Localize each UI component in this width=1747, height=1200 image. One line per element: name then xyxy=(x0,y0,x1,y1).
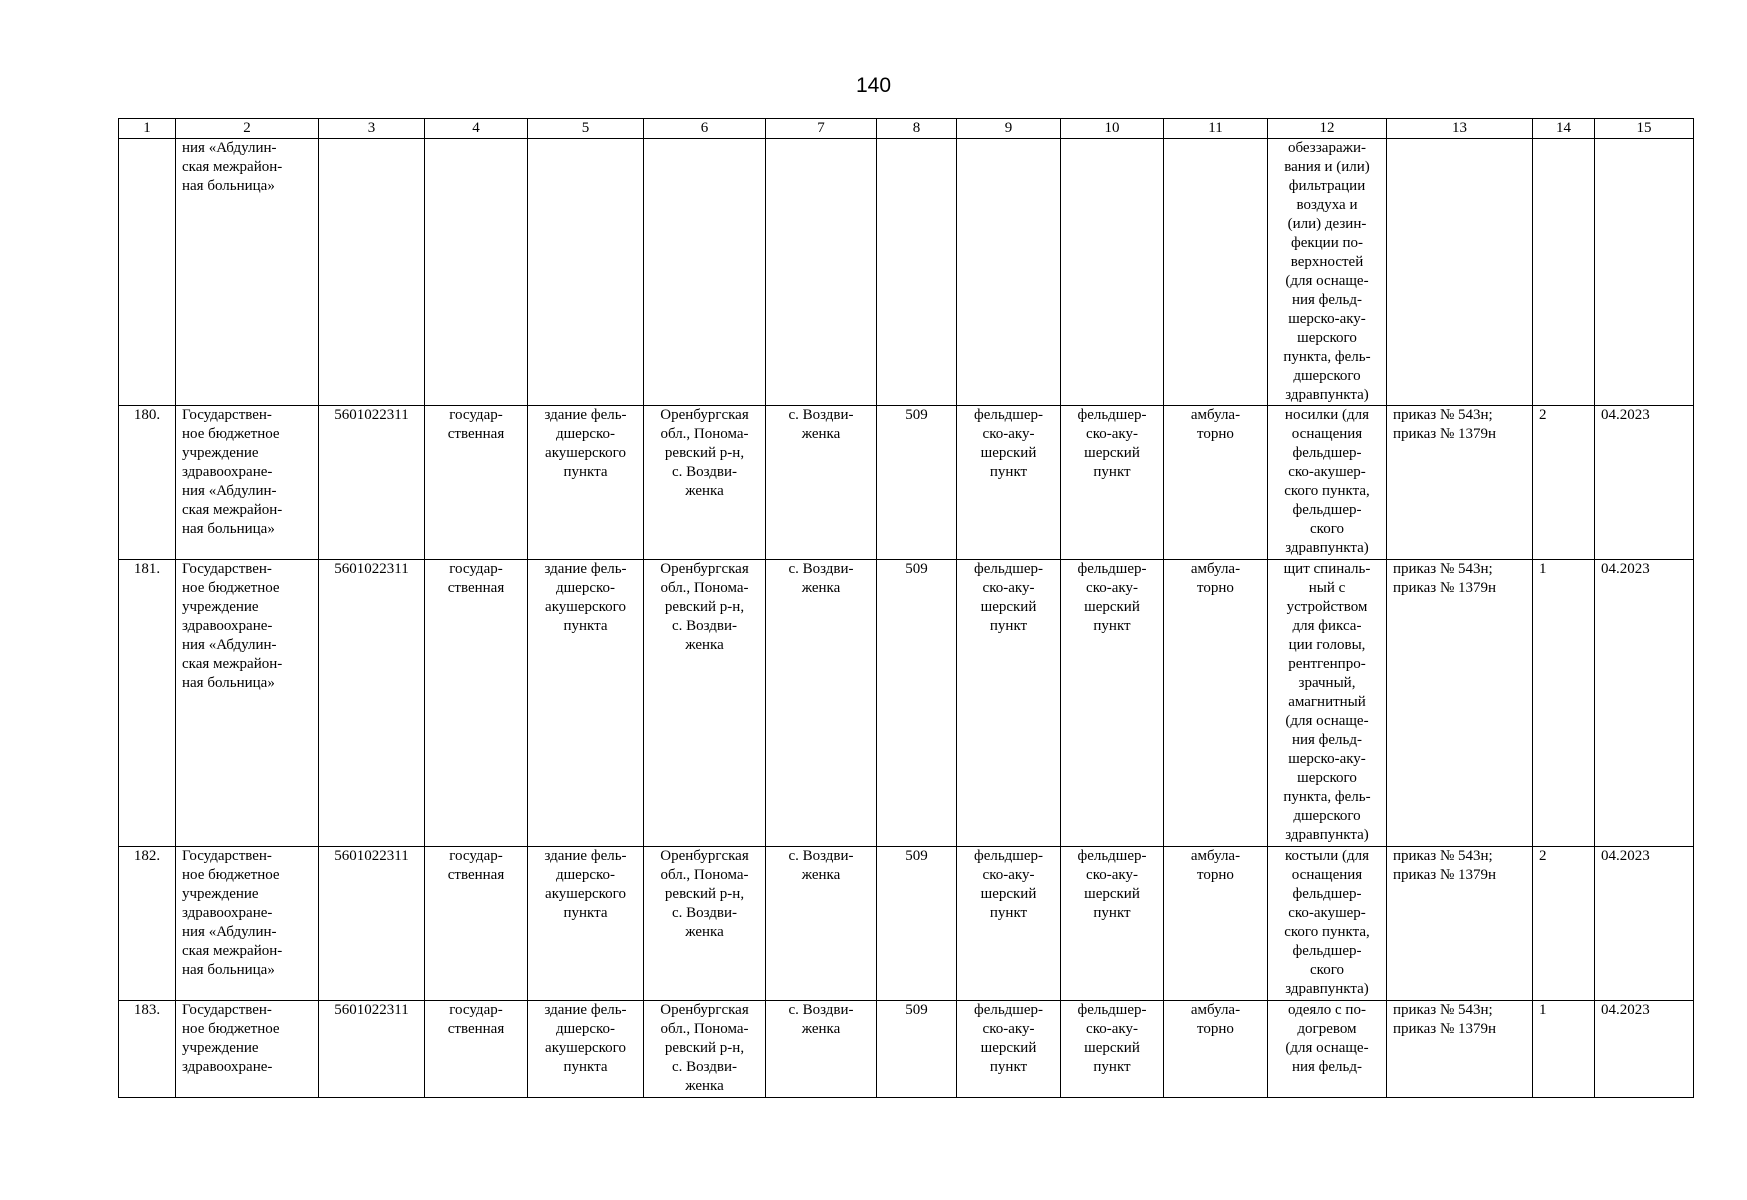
registry-table xyxy=(118,118,1694,1098)
table-row xyxy=(119,139,1694,406)
table-row xyxy=(119,560,1694,847)
column-header: 1 xyxy=(119,119,176,139)
care-condition-cell: амбула- торно xyxy=(1164,560,1268,847)
code-cell xyxy=(877,139,957,406)
address-cell: Оренбургская обл., Понома- ревский р-н, с. Воздви- женка xyxy=(644,1001,766,1098)
column-header: 14 xyxy=(1533,119,1595,139)
column-header: 13 xyxy=(1387,119,1533,139)
locality-cell: с. Воздви- женка xyxy=(766,560,877,847)
order-cell: приказ № 543н; приказ № 1379н xyxy=(1387,560,1533,847)
column-header: 7 xyxy=(766,119,877,139)
code-cell: 509 xyxy=(877,1001,957,1098)
code-cell: 509 xyxy=(877,847,957,1001)
code-cell: 509 xyxy=(877,560,957,847)
facility-type2-cell: фельдшер- ско-аку- шерский пункт xyxy=(1061,1001,1164,1098)
column-header: 4 xyxy=(425,119,528,139)
facility-type-cell: фельдшер- ско-аку- шерский пункт xyxy=(957,560,1061,847)
care-condition-cell: амбула- торно xyxy=(1164,1001,1268,1098)
organization-cell: ния «Абдулин- ская межрайон- ная больница» xyxy=(176,139,319,406)
facility-type-cell: фельдшер- ско-аку- шерский пункт xyxy=(957,1001,1061,1098)
inn-cell: 5601022311 xyxy=(319,847,425,1001)
date-cell: 04.2023 xyxy=(1595,406,1694,560)
organization-cell: Государствен- ное бюджетное учреждение здравоохране- xyxy=(176,1001,319,1098)
column-header: 15 xyxy=(1595,119,1694,139)
ownership-cell: государ- ственная xyxy=(425,847,528,1001)
facility-type-cell xyxy=(957,139,1061,406)
row-number: 180. xyxy=(119,406,176,560)
quantity-cell: 2 xyxy=(1533,406,1595,560)
quantity-cell: 1 xyxy=(1533,560,1595,847)
inn-cell: 5601022311 xyxy=(319,406,425,560)
ownership-cell: государ- ственная xyxy=(425,560,528,847)
row-number: 183. xyxy=(119,1001,176,1098)
table-header-row xyxy=(119,119,1694,139)
date-cell: 04.2023 xyxy=(1595,560,1694,847)
row-number: 181. xyxy=(119,560,176,847)
locality-cell: с. Воздви- женка xyxy=(766,406,877,560)
date-cell xyxy=(1595,139,1694,406)
column-header: 11 xyxy=(1164,119,1268,139)
facility-type-cell: фельдшер- ско-аку- шерский пункт xyxy=(957,847,1061,1001)
column-header: 2 xyxy=(176,119,319,139)
column-header: 8 xyxy=(877,119,957,139)
care-condition-cell: амбула- торно xyxy=(1164,406,1268,560)
order-cell xyxy=(1387,139,1533,406)
column-header: 6 xyxy=(644,119,766,139)
table-row xyxy=(119,406,1694,560)
care-condition-cell: амбула- торно xyxy=(1164,847,1268,1001)
inn-cell: 5601022311 xyxy=(319,560,425,847)
inn-cell xyxy=(319,139,425,406)
inn-cell: 5601022311 xyxy=(319,1001,425,1098)
care-condition-cell xyxy=(1164,139,1268,406)
page-number: 140 xyxy=(855,74,892,97)
building-cell: здание фель- дшерско- акушерского пункта xyxy=(528,560,644,847)
address-cell xyxy=(644,139,766,406)
order-cell: приказ № 543н; приказ № 1379н xyxy=(1387,406,1533,560)
organization-cell: Государствен- ное бюджетное учреждение здравоохране- ния «Абдулин- ская межрайон- ная больница» xyxy=(176,847,319,1001)
building-cell: здание фель- дшерско- акушерского пункта xyxy=(528,406,644,560)
column-header: 3 xyxy=(319,119,425,139)
equipment-cell: обеззаражи- вания и (или) фильтрации воздуха и (или) дезин- фекции по- верхностей (для оснаще- ния фельд- шерско-аку- шерского пункта, фель- дшерского здравпункта) xyxy=(1268,139,1387,406)
quantity-cell: 1 xyxy=(1533,1001,1595,1098)
column-header: 10 xyxy=(1061,119,1164,139)
facility-type2-cell: фельдшер- ско-аку- шерский пункт xyxy=(1061,560,1164,847)
row-number: 182. xyxy=(119,847,176,1001)
table-row xyxy=(119,847,1694,1001)
facility-type2-cell: фельдшер- ско-аку- шерский пункт xyxy=(1061,847,1164,1001)
building-cell: здание фель- дшерско- акушерского пункта xyxy=(528,847,644,1001)
locality-cell: с. Воздви- женка xyxy=(766,1001,877,1098)
equipment-cell: костыли (для оснащения фельдшер- ско-акушер- ского пункта, фельдшер- ского здравпункта) xyxy=(1268,847,1387,1001)
quantity-cell xyxy=(1533,139,1595,406)
facility-type2-cell: фельдшер- ско-аку- шерский пункт xyxy=(1061,406,1164,560)
table-row xyxy=(119,1001,1694,1098)
building-cell: здание фель- дшерско- акушерского пункта xyxy=(528,1001,644,1098)
column-header: 5 xyxy=(528,119,644,139)
equipment-cell: одеяло с по- догревом (для оснаще- ния фельд- xyxy=(1268,1001,1387,1098)
address-cell: Оренбургская обл., Понома- ревский р-н, с. Воздви- женка xyxy=(644,847,766,1001)
locality-cell: с. Воздви- женка xyxy=(766,847,877,1001)
ownership-cell xyxy=(425,139,528,406)
equipment-cell: щит спиналь- ный с устройством для фикса- ции головы, рентгенпро- зрачный, амагнитный (для оснаще- ния фельд- шерско-аку- шерского пункта, фель- дшерского здравпункта) xyxy=(1268,560,1387,847)
ownership-cell: государ- ственная xyxy=(425,1001,528,1098)
facility-type-cell: фельдшер- ско-аку- шерский пункт xyxy=(957,406,1061,560)
column-header: 12 xyxy=(1268,119,1387,139)
order-cell: приказ № 543н; приказ № 1379н xyxy=(1387,1001,1533,1098)
date-cell: 04.2023 xyxy=(1595,1001,1694,1098)
column-header: 9 xyxy=(957,119,1061,139)
row-number xyxy=(119,139,176,406)
ownership-cell: государ- ственная xyxy=(425,406,528,560)
date-cell: 04.2023 xyxy=(1595,847,1694,1001)
address-cell: Оренбургская обл., Понома- ревский р-н, с. Воздви- женка xyxy=(644,560,766,847)
order-cell: приказ № 543н; приказ № 1379н xyxy=(1387,847,1533,1001)
organization-cell: Государствен- ное бюджетное учреждение здравоохране- ния «Абдулин- ская межрайон- ная больница» xyxy=(176,560,319,847)
quantity-cell: 2 xyxy=(1533,847,1595,1001)
organization-cell: Государствен- ное бюджетное учреждение здравоохране- ния «Абдулин- ская межрайон- ная больница» xyxy=(176,406,319,560)
address-cell: Оренбургская обл., Понома- ревский р-н, с. Воздви- женка xyxy=(644,406,766,560)
code-cell: 509 xyxy=(877,406,957,560)
facility-type2-cell xyxy=(1061,139,1164,406)
equipment-cell: носилки (для оснащения фельдшер- ско-акушер- ского пункта, фельдшер- ского здравпункта) xyxy=(1268,406,1387,560)
locality-cell xyxy=(766,139,877,406)
building-cell xyxy=(528,139,644,406)
